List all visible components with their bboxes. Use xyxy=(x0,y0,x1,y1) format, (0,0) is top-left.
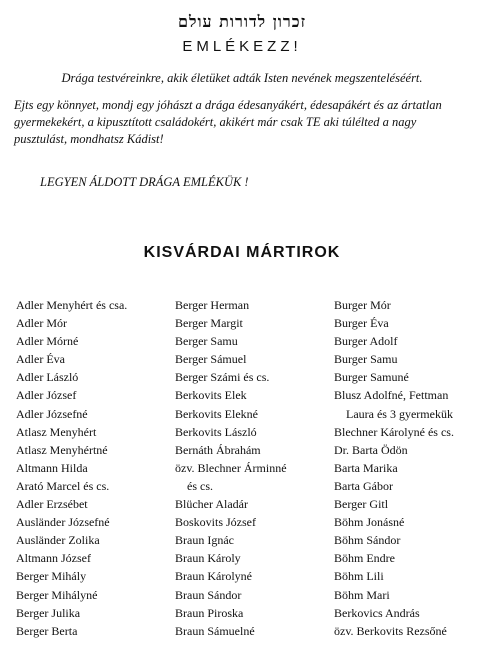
intro-dedication: Drága testvéreinkre, akik életüket adták Isten nevének megszenteléséért. xyxy=(61,71,423,85)
name-entry: Berger Gitl xyxy=(334,497,389,512)
names-column-1 xyxy=(16,296,127,640)
name-entry: Böhm Sándor xyxy=(334,533,401,548)
name-entry: Blechner Károlyné és cs. xyxy=(334,424,454,439)
name-entry: Braun Károly xyxy=(175,551,241,566)
name-entry: özv. Blechner Árminné xyxy=(175,460,287,475)
name-entry: Berger Samu xyxy=(175,334,238,349)
name-entry: Ausländer Zolika xyxy=(16,533,100,548)
name-entry: Berkovics András xyxy=(334,605,420,620)
name-entry: és cs. xyxy=(187,478,213,493)
name-entry: Berger Herman xyxy=(175,298,250,312)
names-column-3 xyxy=(334,296,454,640)
name-entry: Berger Margit xyxy=(175,316,243,331)
name-entry: Berger Julika xyxy=(16,605,81,620)
name-entry: özv. Berkovits Rezsőné xyxy=(334,623,447,638)
name-entry: Dr. Barta Ödön xyxy=(334,442,408,457)
name-entry: Berger Sámuel xyxy=(175,352,247,367)
name-entry: Adler Erzsébet xyxy=(16,497,88,512)
name-entry: Braun Piroska xyxy=(175,605,244,620)
hebrew-title: זכרון לדורות עולם xyxy=(177,12,307,31)
name-entry: Berger Berta xyxy=(16,623,78,638)
name-entry: Adler Mór xyxy=(16,316,67,331)
name-entry: Laura és 3 gyermekük xyxy=(346,406,453,421)
name-entry: Berkovits Elek xyxy=(175,388,247,403)
name-entry: Berkovits Elekné xyxy=(175,406,258,421)
name-entry: Burger Samuné xyxy=(334,370,409,385)
name-entry: Blusz Adolfné, Fettman xyxy=(334,388,449,403)
name-entry: Boskovits József xyxy=(175,515,256,530)
name-entry: Burger Éva xyxy=(334,316,389,331)
name-entry: Braun Károlyné xyxy=(175,569,252,584)
name-entry: Berger Mihályné xyxy=(16,587,98,602)
name-entry: Adler Éva xyxy=(16,352,65,367)
name-entry: Berger Mihály xyxy=(16,569,87,584)
name-entry: Burger Samu xyxy=(334,352,398,367)
name-entry: Barta Gábor xyxy=(334,478,393,493)
name-entry: Blücher Aladár xyxy=(175,497,248,512)
name-entry: Burger Mór xyxy=(334,298,391,312)
name-entry: Altmann József xyxy=(16,551,91,566)
name-entry: Adler Józsefné xyxy=(16,406,88,421)
name-entry: Barta Marika xyxy=(334,460,398,475)
name-entry: Böhm Jonásné xyxy=(334,515,405,530)
name-entry: Berkovits László xyxy=(175,424,257,439)
name-entry: Braun Sámuelné xyxy=(175,623,255,638)
name-entry: Braun Sándor xyxy=(175,587,242,602)
name-entry: Altmann Hilda xyxy=(16,460,88,475)
name-entry: Braun Ignác xyxy=(175,533,234,548)
name-entry: Böhm Lili xyxy=(334,569,384,584)
intro-blessing: LEGYEN ÁLDOTT DRÁGA EMLÉKÜK ! xyxy=(40,175,249,189)
name-entry: Atlasz Menyhért xyxy=(16,424,97,439)
name-entry: Adler József xyxy=(16,388,77,403)
names-column-2 xyxy=(175,296,287,640)
name-entry: Arató Marcel és cs. xyxy=(16,478,110,493)
name-entry: Atlasz Menyhértné xyxy=(16,442,108,457)
name-entry: Bernáth Ábrahám xyxy=(175,442,261,457)
name-entry: Böhm Endre xyxy=(334,551,395,566)
name-entry: Ausländer Józsefné xyxy=(16,515,110,530)
name-entry: Adler Mórné xyxy=(16,334,79,349)
page-subtitle: EMLÉKEZZ! xyxy=(182,38,302,55)
name-entry: Adler László xyxy=(16,370,79,385)
list-heading: KISVÁRDAI MÁRTIROK xyxy=(143,244,341,261)
name-entry: Böhm Mari xyxy=(334,587,390,602)
name-entry: Adler Menyhért és csa. xyxy=(16,298,128,312)
name-entry: Berger Számi és cs. xyxy=(175,370,270,385)
intro-paragraph: Ejts egy könnyet, mondj egy jóhászt a drága édesanyákért, édesapákért és az ártatlan gyermekekért, a kipusztított családokért, akikért már csak TE aki túlélted a nagy pusztulást, mondhatsz Kádist! xyxy=(14,98,442,146)
name-entry: Burger Adolf xyxy=(334,334,398,349)
